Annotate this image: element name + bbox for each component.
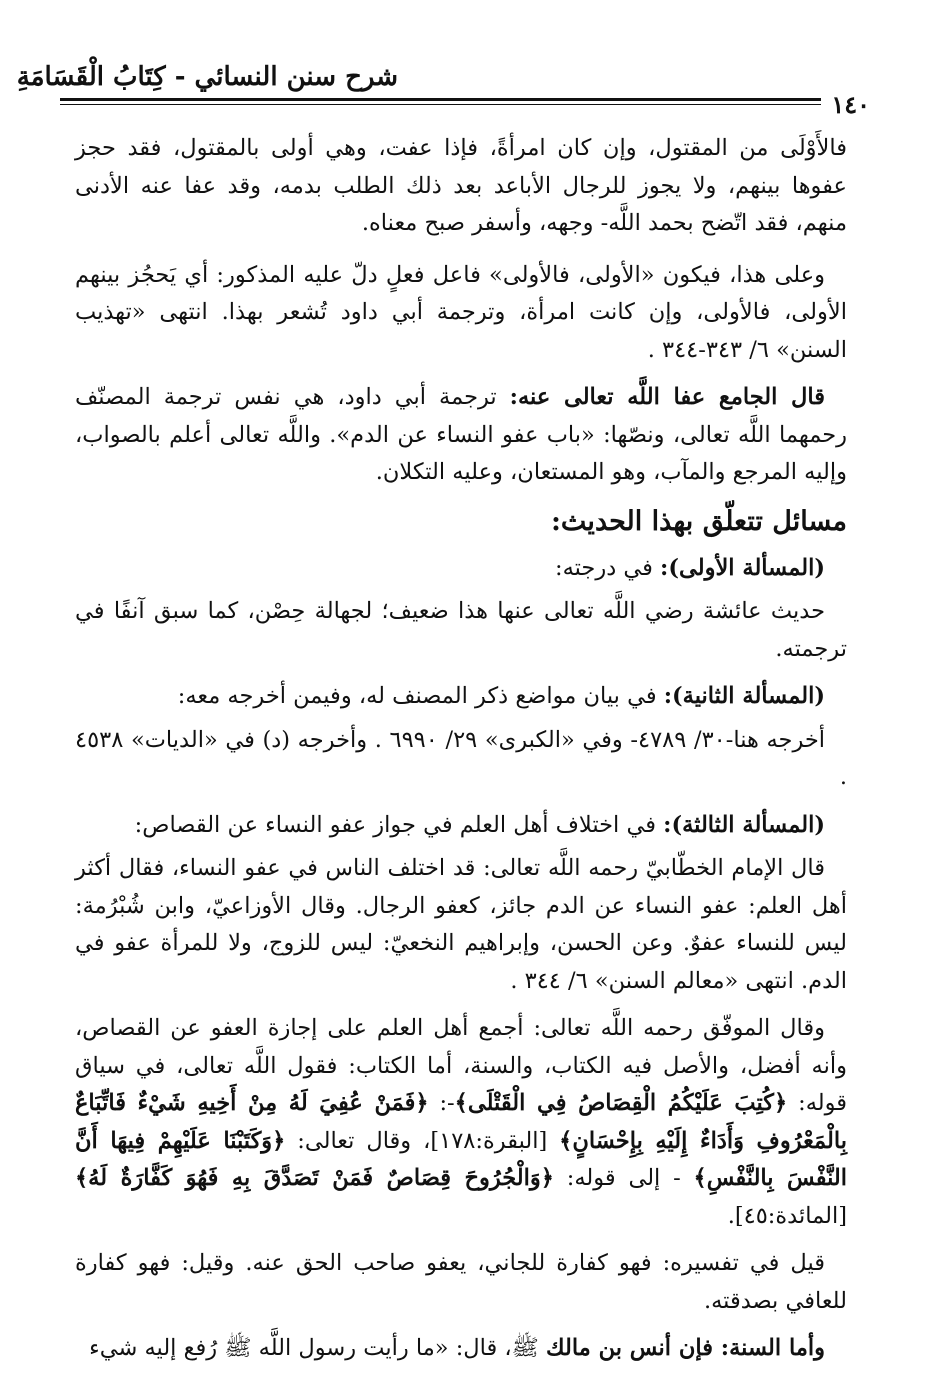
paragraph-4: حديث عائشة رضي اللَّه تعالى عنها هذا ضعيف؛ لجهالة حِصْن، كما سبق آنفًا في ترجمته. bbox=[75, 598, 847, 662]
page-number: ١٤٠ bbox=[821, 90, 880, 119]
quran-verse-4: ﴿وَالْجُرُوحَ قِصَاصٌ فَمَنْ تَصَدَّقَ بِهِ فَهُوَ كَفَّارَةٌ لَهُ﴾ bbox=[75, 1165, 554, 1191]
quran-verse-2: ﴿فَمَنْ عُفِيَ لَهُ مِنْ أَخِيهِ شَيْءٌ فَاتِّبَاعٌ بِالْمَعْرُوفِ وَأَدَاءٌ إِلَيْهِ بِإِحْسَانٍ﴾ bbox=[75, 1090, 848, 1154]
author-note-text: ترجمة أبي داود، هي نفس ترجمة المصنّف رحمهما اللَّه تعالى، ونصّها: «باب عفو النساء عن الدم». واللَّه تعالى أعلم بالصواب، وإليه المرجع والمآب، وهو المستعان، وعليه التكلان. bbox=[75, 384, 847, 485]
header-rule-thick bbox=[60, 98, 880, 101]
issue-2-label: (المسألة الثانية): bbox=[663, 683, 825, 709]
paragraph-1: فالأَوْلَى من المقتول، وإن كان امرأةً، فإذا عفت، وهي أولى بالمقتول، فقد حجز عفوها بينهم، ولا يجوز للرجال الأباعد بعد ذلك الطلب بدمه، وقد عفا عنه الأدنى منهم، فقد اتّضح بحمد اللَّه- وجهه، وأسفر صبح معناه. bbox=[75, 135, 847, 236]
p7-part-d: - إلى قوله: bbox=[553, 1165, 694, 1191]
p7-part-a: وقال الموفّق رحمه اللَّه تعالى: أجمع أهل العلم على إجازة العفو عن القصاص، وأنه أفضل، والأصل فيه الكتاب، والسنة، أما الكتاب: فقول اللَّه تعالى، في سياق قوله: bbox=[75, 1015, 847, 1116]
issue-1-label: (المسألة الأولى): bbox=[660, 554, 825, 581]
page-body bbox=[75, 130, 847, 1378]
sunnah-lead: وأما السنة: فإن أنس بن مالك bbox=[546, 1335, 825, 1361]
paragraph-7 bbox=[75, 1010, 847, 1235]
header-rule-thin bbox=[60, 104, 880, 105]
issue-3-text: في اختلاف أهل العلم في جواز عفو النساء عن القصاص: bbox=[134, 811, 664, 838]
paragraph-8: قيل في تفسيره: فهو كفارة للجاني، يعفو صاحب الحق عنه. وقيل: فهو كفارة للعافي بصدقته. bbox=[75, 1250, 847, 1314]
issue-1-text: في درجته: bbox=[555, 554, 661, 581]
p7-part-b: -: bbox=[428, 1090, 455, 1116]
issue-3-label: (المسألة الثالثة): bbox=[663, 811, 825, 838]
issue-2 bbox=[75, 678, 847, 716]
paragraph-9 bbox=[75, 1330, 847, 1368]
paragraph-6: قال الإمام الخطّابيّ رحمه اللَّه تعالى: قد اختلف الناس في عفو النساء، فقال أكثر أهل العلم: عفو النساء عن الدم جائز، كعفو الرجال. وقال الأوزاعيّ، وابن شُبْرُمة: ليس للنساء عفوٌ. وعن الحسن، وإبراهيم النخعيّ: ليس للزوج، ولا للمرأة عفو في الدم. انتهى «معالم السنن» ٦/ ٣٤٤ . bbox=[75, 855, 847, 994]
p7-part-e: [المائدة:٤٥]. bbox=[727, 1202, 847, 1229]
header-title: شرح سنن النسائي - كِتَابُ الْقَسَامَةِ bbox=[16, 62, 398, 92]
paragraph-5: أخرجه هنا-٣٠/ ٤٧٨٩- وفي «الكبرى» ٢٩/ ٦٩٩٠ . وأخرجه (د) في «الديات» ٤٥٣٨ . bbox=[75, 726, 847, 790]
p7-part-c: [البقرة:١٧٨]، وقال تعالى: bbox=[285, 1127, 560, 1154]
issue-3 bbox=[75, 807, 847, 845]
issue-1 bbox=[75, 550, 847, 588]
sunnah-text: ﷺ، قال: «ما رأيت رسول اللَّه ﷺ رُفع إليه شيء bbox=[89, 1335, 547, 1361]
quran-verse-1: ﴿كُتِبَ عَلَيْكُمُ الْقِصَاصُ فِي الْقَتْلَى﴾ bbox=[454, 1090, 788, 1116]
quran-verse-3: ﴿وَكَتَبْنَا عَلَيْهِمْ فِيهَا أَنَّ النَّفْسَ بِالنَّفْسِ﴾ bbox=[75, 1127, 847, 1191]
paragraph-2: وعلى هذا، فيكون «الأولى، فالأولى» فاعل فعلٍ دلّ عليه المذكور: أي يَحجُز بينهم الأولى، فالأولى، وإن كانت امرأة، وترجمة أبي داود تُشعر بهذا. انتهى «تهذيب السنن» ٦/ ٣٤٣-٣٤٤ . bbox=[75, 261, 847, 363]
section-heading: مسائل تتعلّق بهذا الحديث: bbox=[550, 505, 847, 537]
running-header bbox=[16, 62, 880, 119]
issue-2-text: في بيان مواضع ذكر المصنف له، وفيمن أخرجه معه: bbox=[177, 683, 664, 709]
author-note-lead: قال الجامع عفا اللَّه تعالى عنه: bbox=[509, 384, 826, 410]
paragraph-3 bbox=[75, 379, 847, 492]
